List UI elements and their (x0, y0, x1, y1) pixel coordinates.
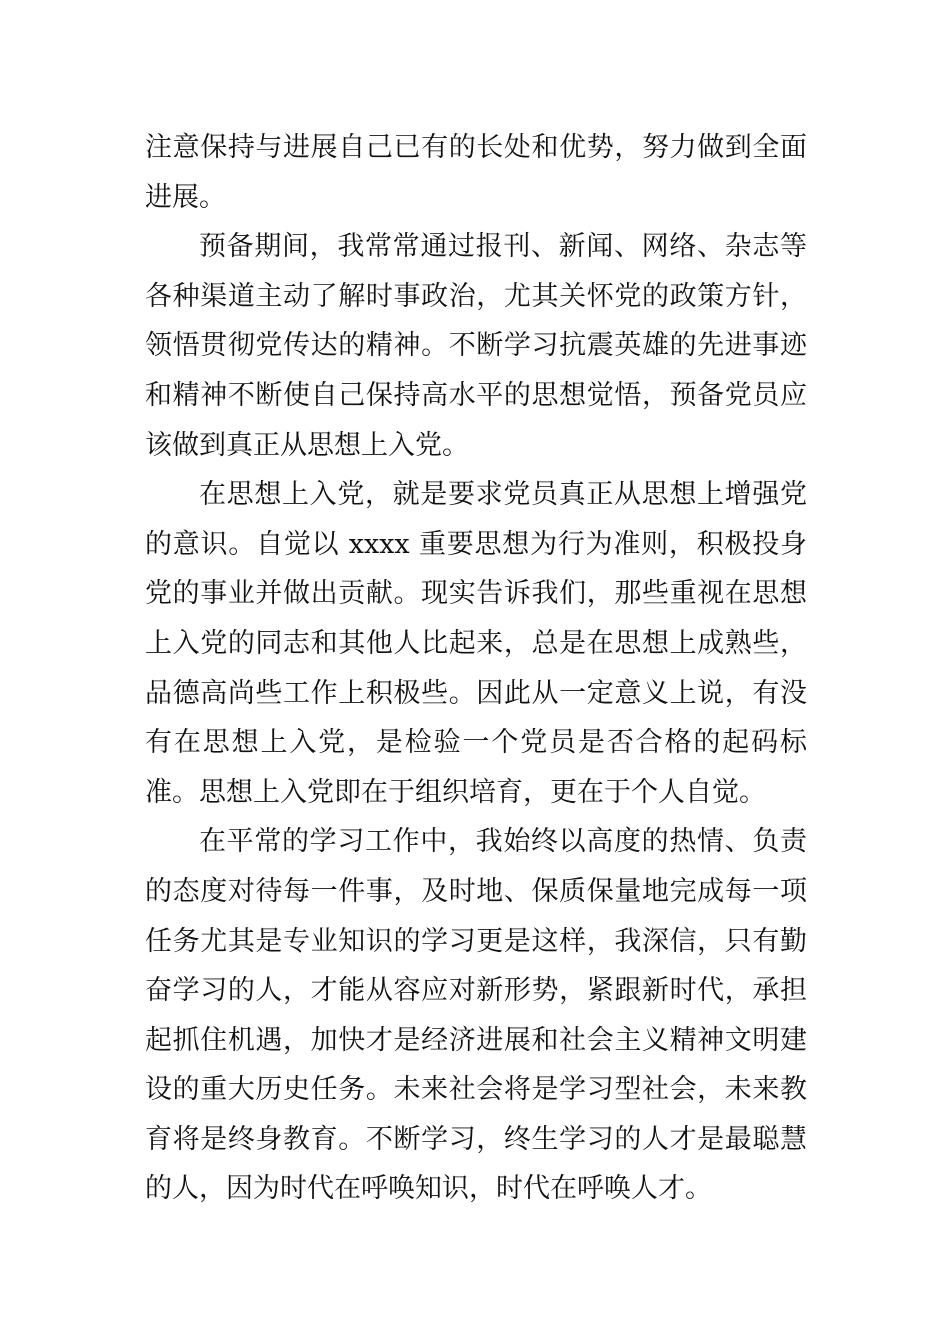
paragraph-1: 注意保持与进展自己已有的长处和优势，努力做到全面进展。 (145, 132, 807, 213)
paragraph-4: 在平常的学习工作中，我始终以高度的热情、负责的态度对待每一件事，及时地、保质保量地完成每一项任务尤其是专业知识的学习更是这样，我深信，只有勤奋学习的人，才能从容应对新形势，紧跟新时代，承担起抓住机遇，加快才是经济进展和社会主义精神文明建设的重大历史任务。未来社会将是学习型社会，未来教育将是终身教育。不断学习，终生学习的人才是最聪慧的人，因为时代在呼唤知识，时代在呼唤人才。 (145, 826, 807, 1205)
paragraph-3: 在思想上入党，就是要求党员真正从思想上增强党的意识。自觉以 xxxx 重要思想为行为准则，积极投身党的事业并做出贡献。现实告诉我们，那些重视在思想上入党的同志和其他人比起来，总是在思想上成熟些，品德高尚些工作上积极些。因此从一定意义上说，有没有在思想上入党，是检验一个党员是否合格的起码标准。思想上入党即在于组织培育，更在于个人自觉。 (145, 479, 807, 808)
paragraph-2: 预备期间，我常常通过报刊、新闻、网络、杂志等各种渠道主动了解时事政治，尤其关怀党的政策方针，领悟贯彻党传达的精神。不断学习抗震英雄的先进事迹和精神不断使自己保持高水平的思想觉悟，预备党员应该做到真正从思想上入党。 (145, 231, 807, 461)
document-body (145, 123, 807, 1214)
